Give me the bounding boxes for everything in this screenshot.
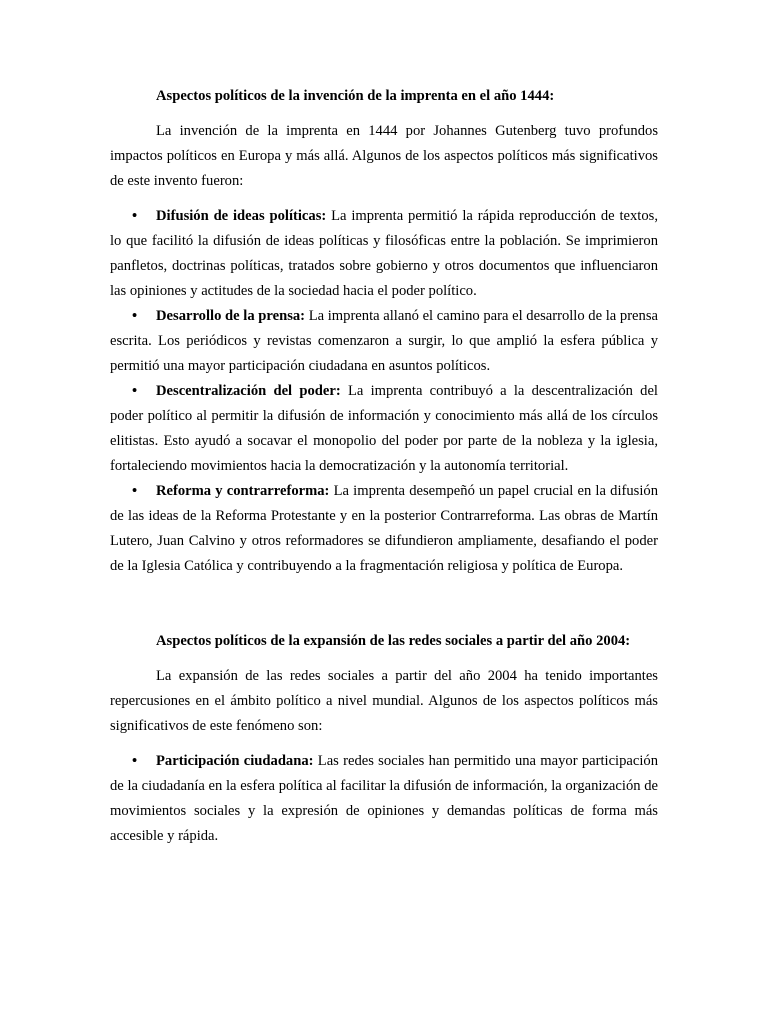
list-item [110, 749, 658, 849]
section2-heading: Aspectos políticos de la expansión de las redes sociales a partir del año 2004: [156, 633, 631, 649]
bullet-icon: • [132, 483, 138, 499]
item-term: Desarrollo de la prensa: [156, 308, 306, 324]
list-item [110, 204, 658, 304]
item-term: Difusión de ideas políticas: [156, 208, 327, 224]
item-text: La imprenta contribuyó a la descentralización del poder político al permitir la difusión de información y conocimiento más allá de los círculos elitistas. Esto ayudó a socavar el monopolio del poder por parte de la nobleza y la iglesia, fortaleciendo movimientos hacia la democratización y la autonomía territorial. [110, 383, 658, 474]
list-item [110, 479, 658, 579]
item-term: Descentralización del poder: [156, 383, 341, 399]
item-term: Participación ciudadana: [156, 753, 314, 769]
bullet-icon: • [132, 208, 138, 224]
item-text: La imprenta desempeñó un papel crucial en la difusión de las ideas de la Reforma Protestante y en la posterior Contrarreforma. Las obras de Martín Lutero, Juan Calvino y otros reformadores se difundieron ampliamente, desafiando el poder de la Iglesia Católica y contribuyendo a la fragmentación religiosa y política de Europa. [110, 483, 658, 574]
document-page [110, 84, 658, 849]
section2-list [110, 749, 658, 849]
section2-intro: La expansión de las redes sociales a partir del año 2004 ha tenido importantes repercusiones en el ámbito político a nivel mundial. Algunos de los aspectos políticos más significativos de este fenómeno son: [110, 668, 658, 734]
item-term: Reforma y contrarreforma: [156, 483, 330, 499]
section1-intro: La invención de la imprenta en 1444 por Johannes Gutenberg tuvo profundos impactos políticos en Europa y más allá. Algunos de los aspectos políticos más significativos de este invento fueron: [110, 123, 658, 189]
list-item [110, 304, 658, 379]
list-item [110, 379, 658, 479]
item-text: La imprenta allanó el camino para el desarrollo de la prensa escrita. Los periódicos y revistas comenzaron a surgir, lo que amplió la esfera pública y permitió una mayor participación ciudadana en asuntos políticos. [110, 308, 658, 374]
bullet-icon: • [132, 753, 138, 769]
section-spacer [110, 579, 658, 629]
bullet-icon: • [132, 383, 138, 399]
section1-list [110, 204, 658, 579]
item-text: La imprenta permitió la rápida reproducción de textos, lo que facilitó la difusión de ideas políticas y filosóficas entre la población. Se imprimieron panfletos, doctrinas políticas, tratados sobre gobierno y otros documentos que influenciaron las opiniones y actitudes de la sociedad hacia el poder político. [110, 208, 658, 299]
item-text: Las redes sociales han permitido una mayor participación de la ciudadanía en la esfera política al facilitar la difusión de información, la organización de movimientos sociales y la expresión de opiniones y demandas políticas de forma más accesible y rápida. [110, 753, 659, 844]
bullet-icon: • [132, 308, 138, 324]
section1-heading: Aspectos políticos de la invención de la imprenta en el año 1444: [156, 88, 555, 104]
